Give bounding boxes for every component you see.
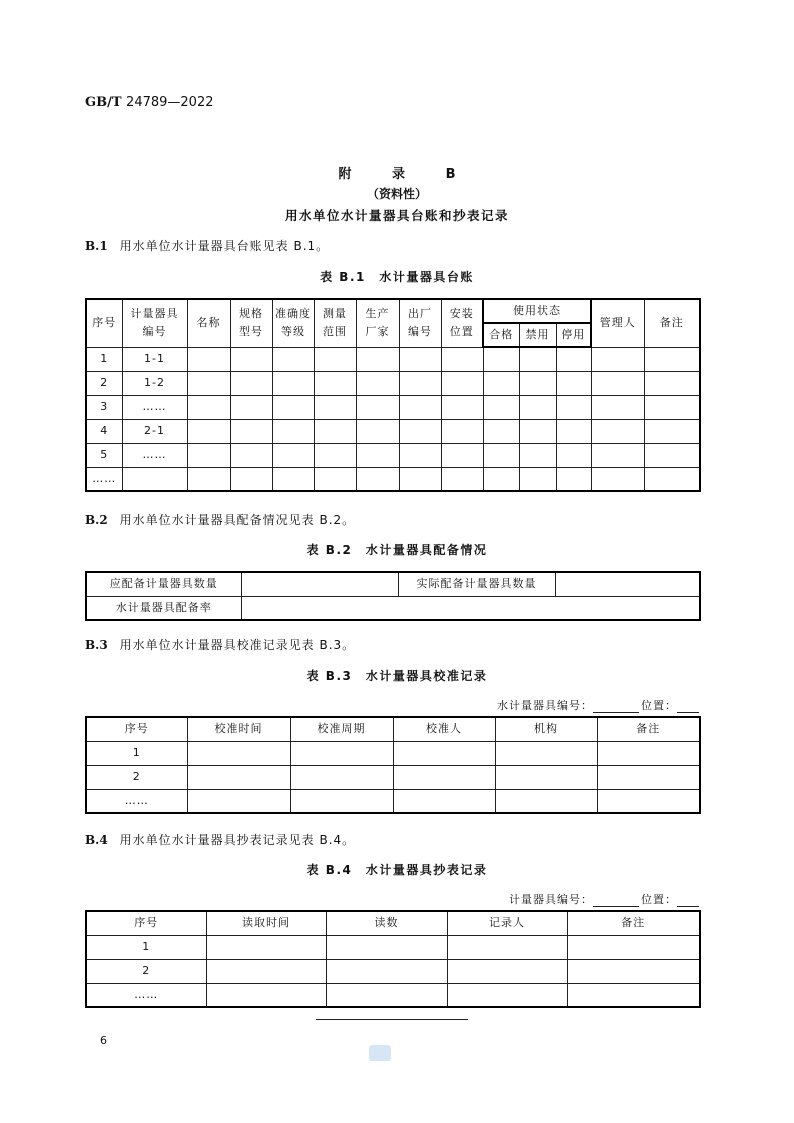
table-b2-caption: 表 B.2 水计量器具配备情况 [306, 543, 488, 557]
header-remark: 备注 [644, 299, 700, 347]
header-line: 计量器具 [130, 307, 179, 321]
cell-empty [447, 983, 567, 1007]
table-b3-meta [497, 697, 699, 713]
table-b4-caption: 表 B.4 水计量器具抄表记录 [306, 863, 488, 877]
table-row [86, 419, 700, 443]
cell-empty [644, 395, 700, 419]
cell-empty [290, 741, 393, 765]
header-line: 等级 [281, 325, 305, 339]
cell-empty [591, 419, 644, 443]
cell-empty [314, 347, 356, 371]
standard-prefix: GB/T [85, 95, 122, 110]
cell-empty [556, 395, 591, 419]
header-line: 安装 [449, 307, 474, 321]
meta-device-id-blank [593, 895, 639, 907]
cell-empty [326, 959, 447, 983]
cell-empty [483, 419, 519, 443]
cell-empty [356, 419, 399, 443]
header-maker [356, 299, 399, 347]
cell-empty [399, 347, 441, 371]
cell-seq: …… [86, 467, 122, 491]
table-row [86, 935, 700, 959]
table-b4 [85, 910, 701, 1008]
header-accuracy [272, 299, 314, 347]
cell-empty [441, 371, 483, 395]
cell-empty [519, 395, 556, 419]
cell-empty [393, 741, 495, 765]
cell-empty [591, 395, 644, 419]
cell-empty [591, 443, 644, 467]
header-status: 使用状态 [483, 299, 591, 323]
header-line: 规格 [239, 307, 263, 321]
appendix-nature: （资料性） [366, 187, 427, 201]
table-row [86, 467, 700, 491]
cell-seq: …… [86, 983, 206, 1007]
cell-empty [230, 347, 272, 371]
header-line: 生产 [365, 307, 390, 321]
section-b4-text [85, 831, 355, 848]
cell-empty [356, 395, 399, 419]
cell-empty [314, 371, 356, 395]
cell-empty [230, 395, 272, 419]
cell-empty [519, 443, 556, 467]
cell-empty [187, 419, 230, 443]
table-row [86, 789, 700, 813]
actual-count-value [555, 572, 700, 596]
cell-seq: 2 [86, 959, 206, 983]
actual-count-label: 实际配备计量器具数量 [398, 572, 555, 596]
cell-empty [591, 347, 644, 371]
meta-device-id-label: 计量器具编号： [509, 893, 593, 906]
header-manager: 管理人 [591, 299, 644, 347]
publisher-logo-icon [369, 1045, 391, 1061]
header-seq: 序号 [86, 299, 122, 347]
cell-seq: 2 [86, 765, 187, 789]
cell-empty [230, 443, 272, 467]
cell-empty [556, 443, 591, 467]
cell-seq: 5 [86, 443, 122, 467]
meta-device-id-label: 水计量器具编号： [497, 699, 593, 712]
cell-empty [591, 467, 644, 491]
meta-location-label: 位置： [641, 893, 677, 906]
cell-empty [290, 765, 393, 789]
cell-empty [187, 741, 290, 765]
header-cell: 校准周期 [290, 717, 393, 741]
cell-empty [441, 419, 483, 443]
table-b4-meta [509, 891, 699, 907]
cell-empty [644, 347, 700, 371]
cell-empty [441, 443, 483, 467]
cell-empty [187, 467, 230, 491]
standard-code: 24789—2022 [126, 95, 214, 110]
cell-empty [187, 443, 230, 467]
header-cell: 备注 [597, 717, 700, 741]
cell-empty [290, 789, 393, 813]
cell-empty [230, 371, 272, 395]
cell-empty [272, 395, 314, 419]
section-number: B.1 [85, 239, 108, 253]
cell-seq: …… [86, 789, 187, 813]
cell-empty [356, 371, 399, 395]
cell-empty [206, 959, 326, 983]
page-number: 6 [100, 1034, 107, 1047]
cell-seq: 1 [86, 935, 206, 959]
header-cell: 校准人 [393, 717, 495, 741]
cell-empty [597, 765, 700, 789]
cell-empty [519, 347, 556, 371]
header-cell: 校准时间 [187, 717, 290, 741]
header-line: 厂家 [365, 325, 390, 339]
cell-empty [556, 371, 591, 395]
cell-empty [399, 419, 441, 443]
cell-empty [519, 467, 556, 491]
cell-device-id: 2-1 [122, 419, 187, 443]
header-cell: 读数 [326, 911, 447, 935]
cell-empty [441, 395, 483, 419]
table-b3-header-row [86, 717, 700, 741]
cell-empty [356, 347, 399, 371]
cell-empty [356, 467, 399, 491]
section-number: B.3 [85, 638, 108, 652]
header-line: 位置 [449, 325, 474, 339]
header-cell: 备注 [567, 911, 700, 935]
cell-empty [519, 371, 556, 395]
cell-empty [556, 467, 591, 491]
table-b3-body [86, 741, 700, 813]
cell-empty [326, 983, 447, 1007]
cell-empty [326, 935, 447, 959]
cell-seq: 1 [86, 347, 122, 371]
appendix-title: 用水单位水计量器具台账和抄表记录 [284, 208, 509, 223]
header-name: 名称 [187, 299, 230, 347]
table-b1 [85, 298, 701, 492]
cell-device-id: …… [122, 443, 187, 467]
cell-empty [644, 443, 700, 467]
meta-device-id-blank [593, 701, 639, 713]
header-status-ok: 合格 [483, 323, 519, 347]
cell-seq: 1 [86, 741, 187, 765]
appendix-label: 附 录 B [338, 167, 474, 182]
cell-empty [272, 443, 314, 467]
cell-empty [399, 467, 441, 491]
equip-rate-label: 水计量器具配备率 [86, 596, 241, 620]
required-count-label: 应配备计量器具数量 [86, 572, 241, 596]
meta-location-label: 位置： [641, 699, 677, 712]
cell-empty [483, 467, 519, 491]
table-row [86, 443, 700, 467]
table-row [86, 959, 700, 983]
cell-empty [567, 983, 700, 1007]
cell-empty [230, 419, 272, 443]
cell-seq: 4 [86, 419, 122, 443]
header-line: 编号 [142, 325, 167, 339]
section-text: 用水单位水计量器具台账见表 B.1。 [119, 239, 330, 253]
header-line: 出厂 [408, 307, 432, 321]
cell-empty [447, 935, 567, 959]
cell-empty [441, 347, 483, 371]
cell-empty [356, 443, 399, 467]
table-b1-body [86, 347, 700, 491]
cell-empty [206, 983, 326, 1007]
standard-number [85, 95, 214, 110]
table-b3-caption: 表 B.3 水计量器具校准记录 [306, 669, 488, 683]
table-b1-caption: 表 B.1 水计量器具台账 [320, 270, 474, 284]
cell-empty [272, 467, 314, 491]
section-number: B.4 [85, 833, 108, 847]
cell-empty [272, 347, 314, 371]
cell-empty [399, 443, 441, 467]
table-b4-header-row [86, 911, 700, 935]
section-b3-text [85, 636, 355, 653]
header-status-stopped: 停用 [556, 323, 591, 347]
cell-empty [495, 741, 597, 765]
cell-empty [495, 765, 597, 789]
cell-empty [206, 935, 326, 959]
cell-device-id [122, 467, 187, 491]
header-cell: 读取时间 [206, 911, 326, 935]
section-b1-text [85, 237, 329, 254]
equip-rate-value [241, 596, 700, 620]
cell-empty [272, 419, 314, 443]
cell-empty [597, 789, 700, 813]
cell-empty [567, 959, 700, 983]
cell-seq: 3 [86, 395, 122, 419]
cell-empty [597, 741, 700, 765]
header-serial [399, 299, 441, 347]
section-text: 用水单位水计量器具抄表记录见表 B.4。 [119, 833, 356, 847]
cell-empty [483, 371, 519, 395]
cell-empty [230, 467, 272, 491]
cell-empty [314, 395, 356, 419]
table-row [86, 371, 700, 395]
required-count-value [241, 572, 398, 596]
header-device-id [122, 299, 187, 347]
section-text: 用水单位水计量器具配备情况见表 B.2。 [119, 513, 356, 527]
cell-empty [483, 395, 519, 419]
cell-empty [393, 765, 495, 789]
header-line: 测量 [323, 307, 347, 321]
cell-empty [441, 467, 483, 491]
section-text: 用水单位水计量器具校准记录见表 B.3。 [119, 638, 356, 652]
cell-seq: 2 [86, 371, 122, 395]
cell-empty [567, 935, 700, 959]
header-range [314, 299, 356, 347]
meta-location-blank [677, 895, 699, 907]
cell-empty [187, 395, 230, 419]
cell-empty [399, 395, 441, 419]
table-row [86, 983, 700, 1007]
table-row [86, 347, 700, 371]
cell-device-id: 1-1 [122, 347, 187, 371]
cell-empty [591, 371, 644, 395]
cell-empty [644, 371, 700, 395]
header-cell: 记录人 [447, 911, 567, 935]
cell-empty [644, 467, 700, 491]
header-cell: 序号 [86, 717, 187, 741]
header-location [441, 299, 483, 347]
cell-empty [314, 467, 356, 491]
header-cell: 机构 [495, 717, 597, 741]
meta-location-blank [677, 701, 699, 713]
cell-empty [272, 371, 314, 395]
section-b2-text [85, 511, 355, 528]
cell-empty [314, 419, 356, 443]
cell-empty [556, 419, 591, 443]
header-line: 型号 [239, 325, 263, 339]
header-line: 准确度 [275, 307, 311, 321]
cell-empty [556, 347, 591, 371]
header-line: 范围 [323, 325, 347, 339]
cell-empty [483, 347, 519, 371]
table-b4-body [86, 935, 700, 1007]
cell-empty [393, 789, 495, 813]
header-model [230, 299, 272, 347]
table-b2 [85, 571, 701, 621]
table-row [86, 395, 700, 419]
table-row [86, 741, 700, 765]
cell-device-id: …… [122, 395, 187, 419]
header-line: 编号 [408, 325, 432, 339]
cell-empty [187, 765, 290, 789]
header-status-banned: 禁用 [519, 323, 556, 347]
cell-empty [187, 347, 230, 371]
cell-empty [314, 443, 356, 467]
table-row [86, 765, 700, 789]
cell-empty [187, 789, 290, 813]
footer-divider [316, 1019, 468, 1020]
cell-empty [399, 371, 441, 395]
cell-empty [519, 419, 556, 443]
cell-empty [644, 419, 700, 443]
section-number: B.2 [85, 513, 108, 527]
cell-empty [483, 443, 519, 467]
cell-empty [187, 371, 230, 395]
cell-device-id: 1-2 [122, 371, 187, 395]
cell-empty [495, 789, 597, 813]
table-b3 [85, 716, 701, 814]
cell-empty [447, 959, 567, 983]
header-cell: 序号 [86, 911, 206, 935]
